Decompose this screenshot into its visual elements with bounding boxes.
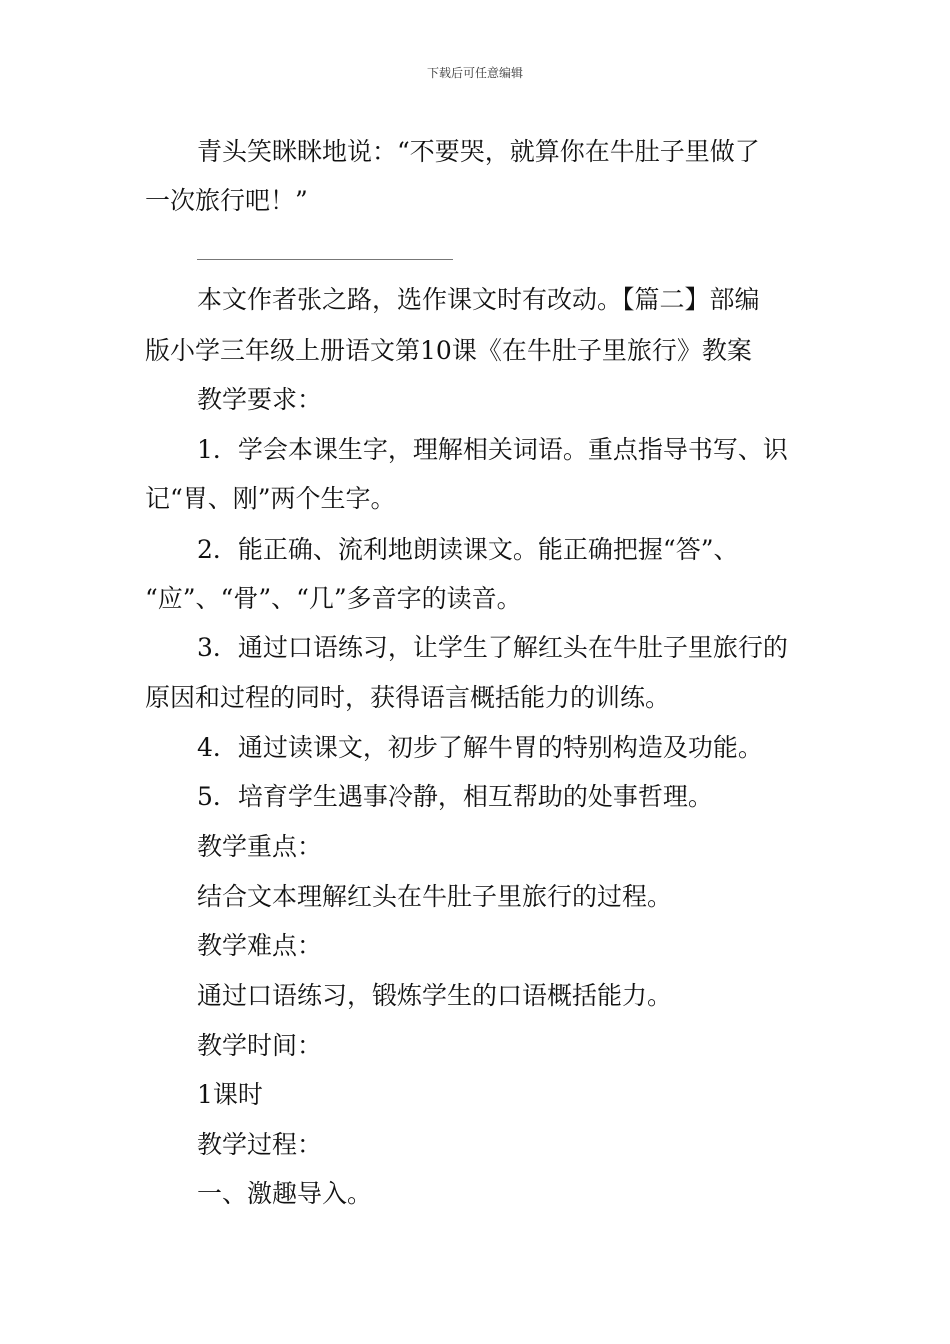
list-item-continuation: 原因和过程的同时，获得语言概括能力的训练。	[145, 683, 671, 712]
section-heading: 教学难点：	[197, 931, 323, 960]
list-item-continuation: “应”、“骨”、“几”多音字的读音。	[145, 584, 522, 613]
body-line: 结合文本理解红头在牛肚子里旅行的过程。	[197, 882, 673, 911]
list-item: 1．学会本课生字，理解相关词语。重点指导书写、识	[197, 435, 788, 464]
section-heading: 教学过程：	[197, 1130, 323, 1159]
body-line: 一次旅行吧！”	[145, 186, 308, 215]
section-heading: 教学要求：	[197, 385, 323, 414]
body-line: 版小学三年级上册语文第10课《在牛肚子里旅行》教案	[145, 336, 752, 365]
section-heading: 教学时间：	[197, 1031, 323, 1060]
list-item: 2．能正确、流利地朗读课文。能正确把握“答”、	[197, 535, 739, 564]
list-item: 3．通过口语练习，让学生了解红头在牛肚子里旅行的	[197, 633, 788, 662]
footnote-divider	[197, 259, 453, 260]
list-item: 4．通过读课文，初步了解牛胃的特别构造及功能。	[197, 733, 763, 762]
body-line: 通过口语练习，锻炼学生的口语概括能力。	[197, 981, 673, 1010]
body-line: 本文作者张之路，选作课文时有改动。【篇二】部编	[197, 285, 760, 314]
list-item: 5．培育学生遇事冷静，相互帮助的处事哲理。	[197, 782, 713, 811]
body-line: 1课时	[197, 1080, 263, 1109]
page-header: 下载后可任意编辑	[426, 66, 523, 80]
section-heading: 教学重点：	[197, 832, 323, 861]
body-line: 一、激趣导入。	[197, 1179, 373, 1208]
body-line: 青头笑眯眯地说：“不要哭，就算你在牛肚子里做了	[197, 137, 760, 166]
list-item-continuation: 记“胃、刚”两个生字。	[145, 484, 396, 513]
